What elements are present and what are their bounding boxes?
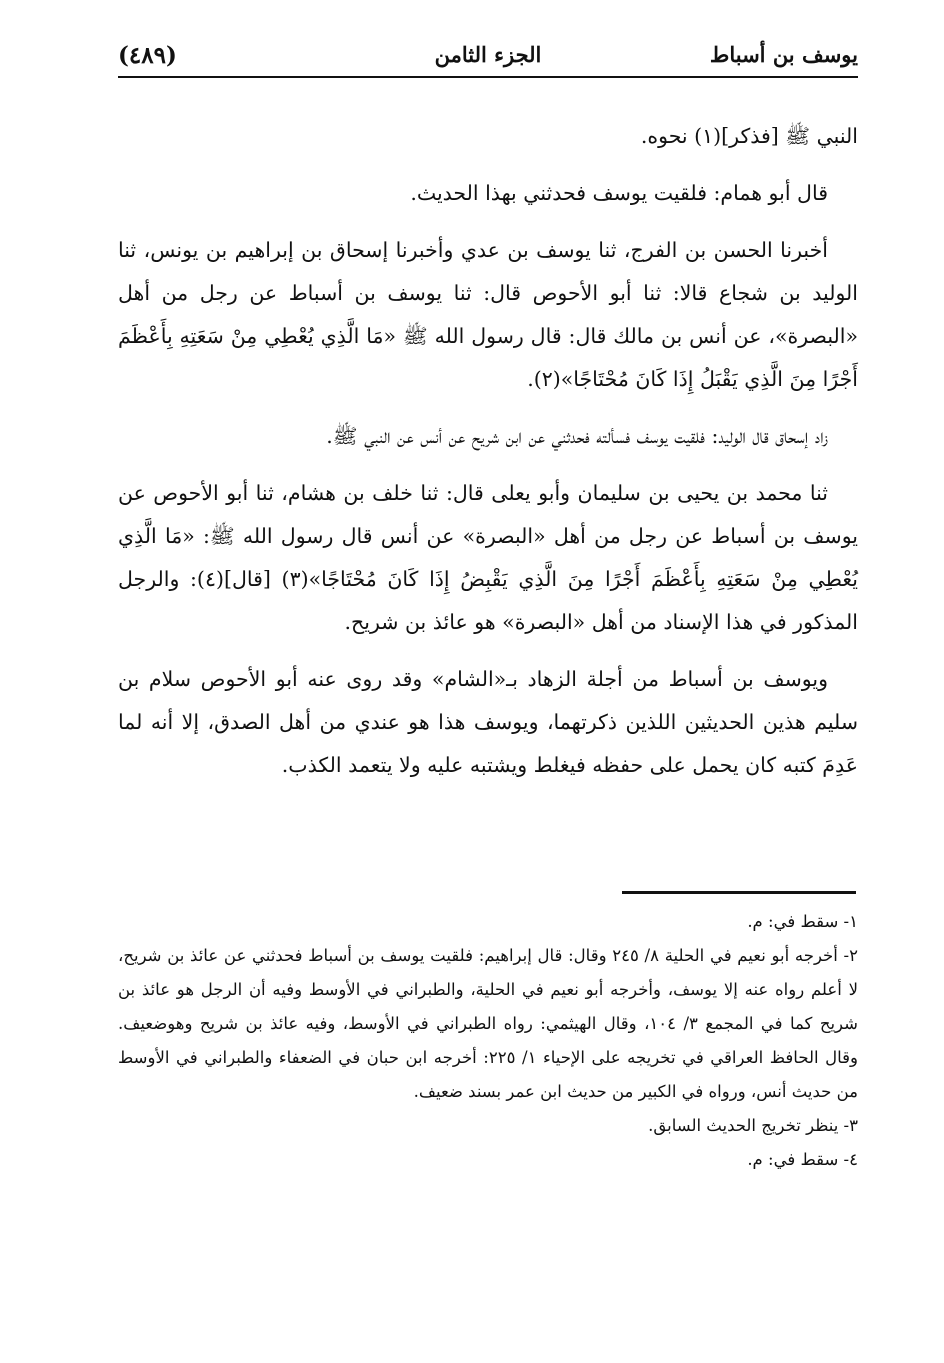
paragraph: زاد إسحاق قال الوليد: فلقيت يوسف فسألته فحدثني عن ابن شريح عن أنس عن النبي ﷺ. [326, 424, 828, 448]
footnote: ٢- أخرجه أبو نعيم في الحلية ٨/ ٢٤٥ وقال: قال إبراهيم: فلقيت يوسف بن أسباط فحدثني عن عائذ بن شريح، لا أعلم رواه عنه إلا يوسف، وأخرجه أبو نعيم في الحلية، والطبراني في الأوسط وفيه أن الرجل هو عائذ بن شريح كما في المجمع ٣/ ١٠٤، وقال الهيثمي: رواه الطبراني في الأوسط، وفيه عائذ بن شريح وهوضعيف. وقال الحافظ العراقي في تخريجه على الإحياء ١/ ٢٢٥: أخرجه ابن حبان في الضعفاء والطبراني في الأوسط من حديث أنس، ورواه في الكبير من حديث ابن عمر بسند ضعيف. [118, 946, 859, 1101]
paragraph: ويوسف بن أسباط من أجلة الزهاد بـ«الشام» وقد روى عنه أبو الأحوص سلام بن سليم هذين الحديثين اللذين ذكرتهما، ويوسف هذا هو عندي من أهل الصدق، إلا أنه لما عَدِمَ كتبه كان يحمل على حفظه فيغلط ويشتبه عليه ولا يتعمد الكذب. [118, 667, 858, 777]
paragraph: قال أبو همام: فلقيت يوسف فحدثني بهذا الحديث. [410, 181, 828, 205]
section-title: الجزء الثامن [434, 42, 542, 67]
footnote: ١- سقط في: م. [747, 912, 858, 931]
page-header [118, 36, 858, 80]
header-divider [118, 76, 858, 78]
page-number: (٤٨٩) [118, 42, 177, 69]
paragraph: أخبرنا الحسن بن الفرج، ثنا يوسف بن عدي وأخبرنا إسحاق بن إبراهيم بن يونس، ثنا الوليد بن شجاع قالا: ثنا أبو الأحوص قال: ثنا يوسف بن أسباط عن رجل من أهل «البصرة»، عن أنس بن مالك قال: قال رسول الله ﷺ «مَا الَّذِي يُعْطِي مِنْ سَعَتِهِ بِأَعْظَمَ أَجْرًا مِنَ الَّذِي يَقْبَلُ إِذَا كَانَ مُحْتَاجًا»(٢). [118, 238, 859, 391]
paragraph: النبي ﷺ [فذكر](١) نحوه. [640, 124, 858, 148]
footnote: ٤- سقط في: م. [747, 1150, 858, 1169]
running-title: يوسف بن أسباط [709, 42, 858, 67]
footnote: ٣- ينظر تخريج الحديث السابق. [648, 1116, 858, 1135]
main-text [118, 115, 858, 801]
paragraph: ثنا محمد بن يحيى بن سليمان وأبو يعلى قال: ثنا خلف بن هشام، ثنا أبو الأحوص عن يوسف بن أسباط عن رجل من أهل «البصرة» عن أنس قال رسول الله ﷺ: «مَا الَّذِي يُعْطِي مِنْ سَعَتِهِ بِأَعْظَمَ أَجْرًا مِنَ الَّذِي يَقْبِضُ إِذَا كَانَ مُحْتَاجًا»(٣) [قال](٤): والرجل المذكور في هذا الإسناد من أهل «البصرة» هو عائذ بن شريح. [118, 481, 859, 634]
footnotes [118, 905, 858, 1177]
footnote-divider [622, 891, 856, 894]
